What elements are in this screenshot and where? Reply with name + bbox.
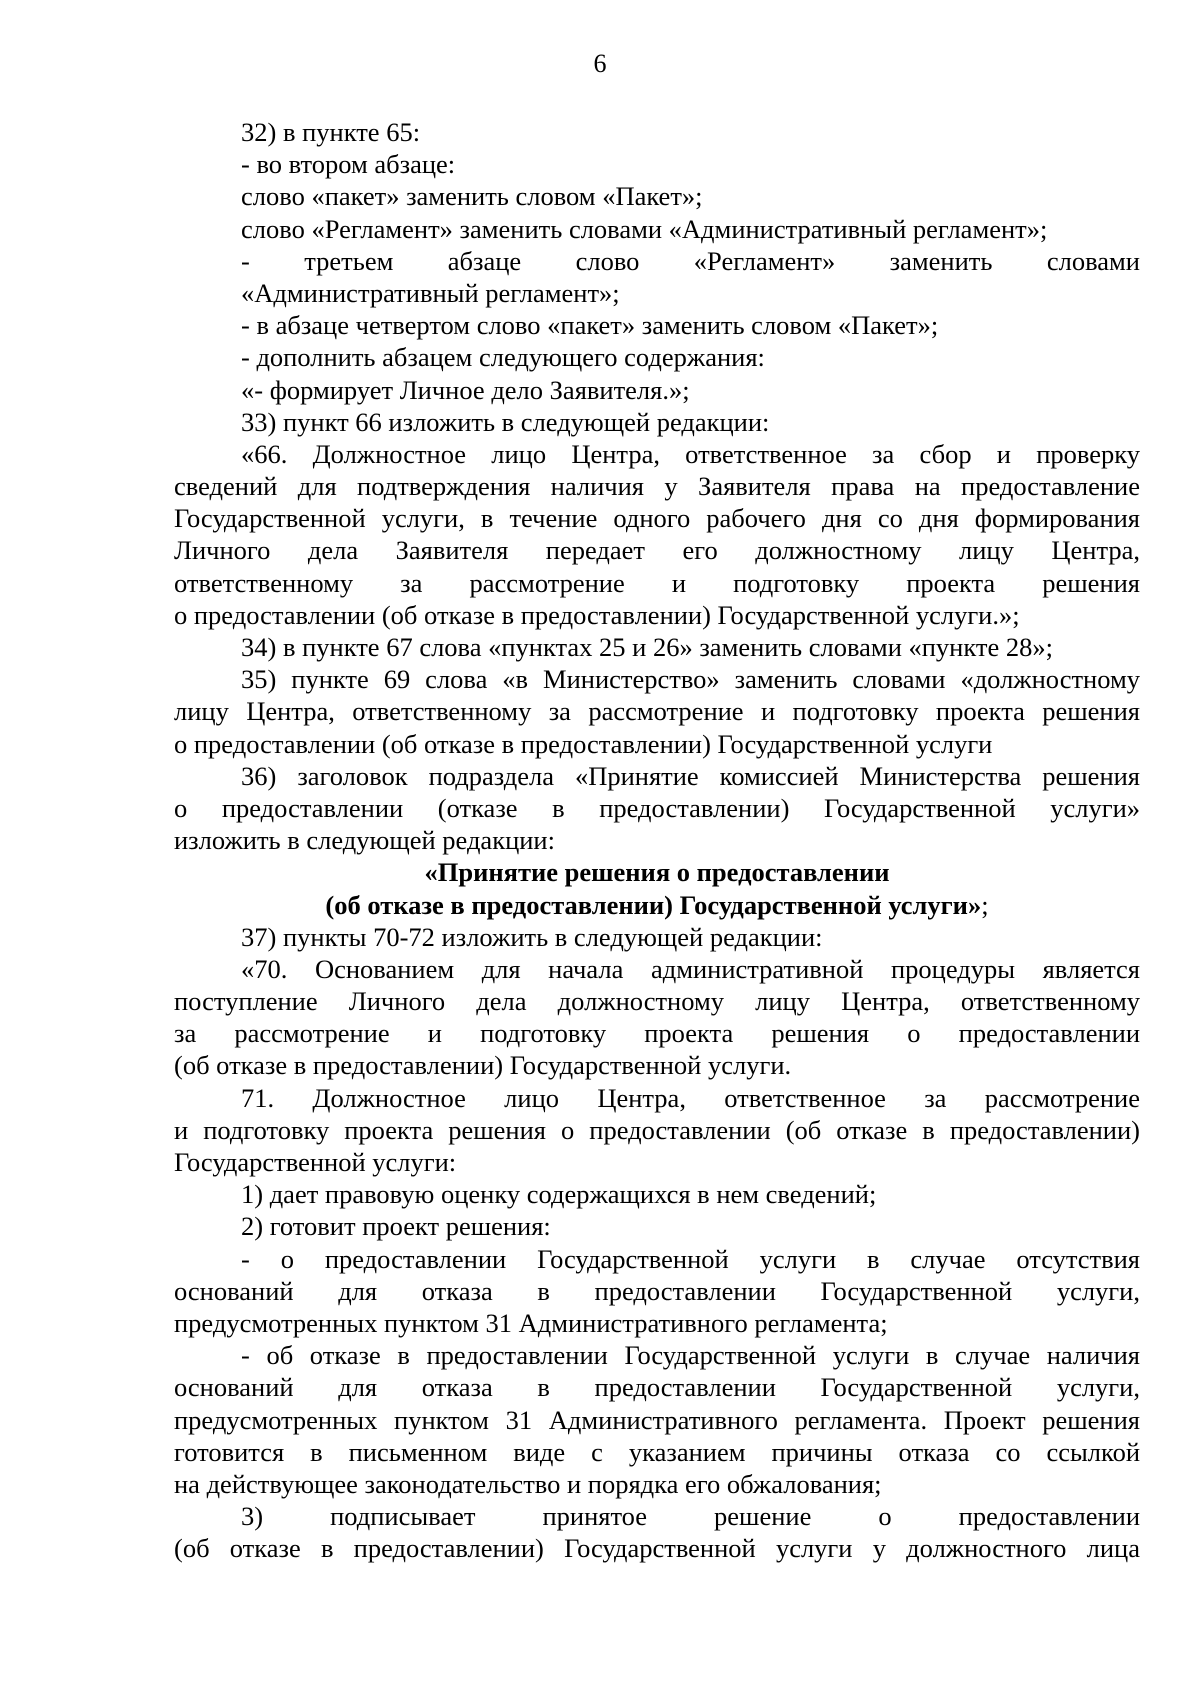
text-line: оснований для отказа в предоставлении Государственной услуги, xyxy=(174,1372,1140,1403)
text-line: - дополнить абзацем следующего содержания: xyxy=(241,342,765,373)
text-line: и подготовку проекта решения о предоставлении (об отказе в предоставлении) xyxy=(174,1114,1140,1145)
text-line: 2) готовит проект решения: xyxy=(241,1211,551,1242)
text-line: изложить в следующей редакции: xyxy=(174,825,555,856)
text-line: готовится в письменном виде с указанием причины отказа со ссылкой xyxy=(174,1436,1140,1467)
text-line: Государственной услуги, в течение одного рабочего дня со дня формирования xyxy=(174,503,1140,534)
text-line: 33) пункт 66 изложить в следующей редакции: xyxy=(241,406,770,437)
text-line: - о предоставлении Государственной услуги в случае отсутствия xyxy=(241,1243,1140,1274)
text-line: «70. Основанием для начала административной процедуры является xyxy=(241,953,1140,984)
text-line: о предоставлении (отказе в предоставлении) Государственной услуги» xyxy=(174,792,1140,823)
text-line: 34) в пункте 67 слова «пунктах 25 и 26» заменить словами «пункте 28»; xyxy=(241,632,1053,662)
text-line: слово «пакет» заменить словом «Пакет»; xyxy=(241,181,703,212)
text-line: - об отказе в предоставлении Государственной услуги в случае наличия xyxy=(241,1340,1140,1371)
text-line: о предоставлении (об отказе в предоставлении) Государственной услуги.»; xyxy=(174,599,1020,630)
text-line: - в абзаце четвертом слово «пакет» заменить словом «Пакет»; xyxy=(241,310,939,341)
text-line: за рассмотрение и подготовку проекта решения о предоставлении xyxy=(174,1018,1140,1049)
text-line: 1) дает правовую оценку содержащихся в нем сведений; xyxy=(241,1179,877,1210)
text-line: «Административный регламент»; xyxy=(241,277,620,308)
page-number: 6 xyxy=(593,49,607,78)
section-heading-line-2-tail: ; xyxy=(981,889,989,920)
text-line: предусмотренных пунктом 31 Административного регламента; xyxy=(174,1307,888,1338)
text-line: 32) в пункте 65: xyxy=(241,117,421,147)
text-line: слово «Регламент» заменить словами «Административный регламент»; xyxy=(241,213,1048,244)
section-heading-line-2 xyxy=(174,889,1140,921)
text-line: Личного дела Заявителя передает его должностному лицу Центра, xyxy=(174,535,1140,566)
text-line: лицу Центра, ответственному за рассмотрение и подготовку проекта решения xyxy=(174,696,1140,727)
text-line: 35) пункте 69 слова «в Министерство» заменить словами «должностному xyxy=(241,664,1140,695)
text-line: сведений для подтверждения наличия у Заявителя права на предоставление xyxy=(174,471,1140,502)
text-line: предусмотренных пунктом 31 Административного регламента. Проект решения xyxy=(174,1404,1140,1435)
text-block-amendments-32-36 xyxy=(174,116,1140,856)
text-line: «66. Должностное лицо Центра, ответственное за сбор и проверку xyxy=(241,438,1140,469)
text-block-amendments-37 xyxy=(174,921,1140,1565)
text-line: «- формирует Личное дело Заявителя.»; xyxy=(241,374,690,405)
text-line: поступление Личного дела должностному лицу Центра, ответственному xyxy=(174,986,1140,1017)
text-line: 3) подписывает принятое решение о предоставлении xyxy=(241,1501,1140,1532)
text-line: о предоставлении (об отказе в предоставлении) Государственной услуги xyxy=(174,728,993,759)
text-line: - во втором абзаце: xyxy=(241,149,456,180)
text-line: Государственной услуги: xyxy=(174,1147,457,1177)
text-line: - третьем абзаце слово «Регламент» заменить словами xyxy=(241,245,1140,276)
text-line: 37) пункты 70-72 изложить в следующей редакции: xyxy=(241,921,823,952)
text-line: (об отказе в предоставлении) Государственной услуги. xyxy=(174,1050,792,1081)
section-heading-line-2-bold: (об отказе в предоставлении) Государственной услуги» xyxy=(325,889,982,920)
text-line: на действующее законодательство и порядка его обжалования; xyxy=(174,1468,882,1499)
text-line: ответственному за рассмотрение и подготовку проекта решения xyxy=(174,567,1140,598)
document-body xyxy=(174,116,1140,1564)
text-line: оснований для отказа в предоставлении Государственной услуги, xyxy=(174,1275,1140,1306)
section-heading-line-1: «Принятие решения о предоставлении xyxy=(424,857,890,888)
text-line: (об отказе в предоставлении) Государственной услуги у должностного лица xyxy=(174,1533,1140,1564)
text-line: 36) заголовок подраздела «Принятие комиссией Министерства решения xyxy=(241,760,1140,791)
text-line: 71. Должностное лицо Центра, ответственное за рассмотрение xyxy=(241,1082,1140,1113)
